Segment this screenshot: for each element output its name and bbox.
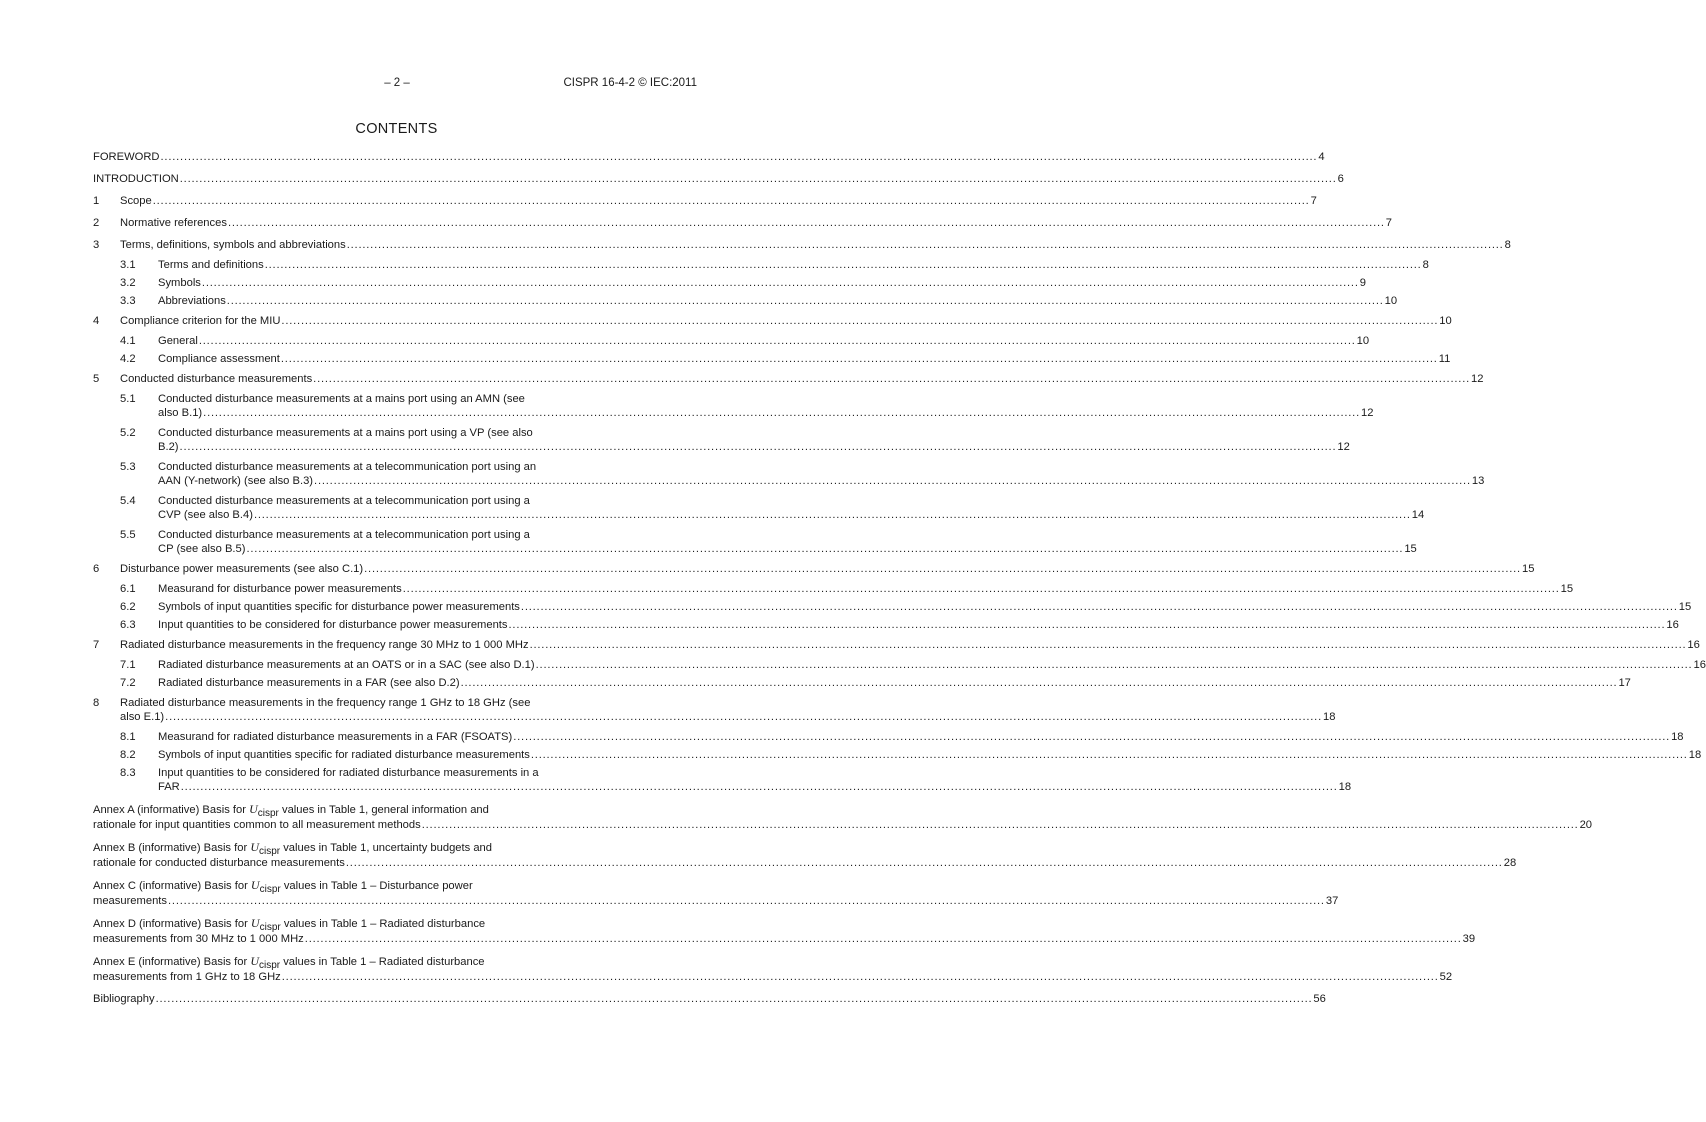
dot-leader — [203, 406, 1360, 420]
toc-entry-annex-a[interactable] — [93, 802, 1593, 832]
toc-page-number: 39 — [1462, 933, 1476, 945]
toc-entry-clause-4-2[interactable] — [93, 352, 1451, 366]
toc-entry-title: Radiated disturbance measurements in the frequency range 30 MHz to 1 000 MHz — [120, 639, 529, 651]
toc-entry-clause-5-1[interactable] — [93, 392, 1374, 420]
toc-entry-clause-7-1[interactable] — [93, 658, 1706, 672]
toc-clause-number: 6.2 — [120, 601, 136, 613]
toc-page-number: 12 — [1471, 373, 1484, 385]
toc-entry-title: Disturbance power measurements (see also C.1) — [120, 563, 364, 575]
toc-entry-title-line-2: CVP (see also B.4) — [158, 509, 253, 521]
toc-page-number: 56 — [1313, 993, 1326, 1005]
toc-entry-bibliography[interactable] — [93, 992, 1326, 1006]
dot-leader — [254, 508, 1411, 522]
toc-entry-title: Symbols of input quantities specific for radiated disturbance measurements — [158, 749, 530, 761]
toc-entry-title: Compliance assessment — [158, 353, 280, 365]
toc-clause-number: 8.1 — [120, 731, 136, 743]
dot-leader — [265, 258, 1422, 272]
toc-entry-title: Radiated disturbance measurements at an OATS or in a SAC (see also D.1) — [158, 659, 535, 671]
toc-entry-clause-8-3[interactable] — [93, 766, 1352, 794]
toc-entry-title-line-1: Annex B (informative) Basis for Ucispr values in Table 1, uncertainty budgets and — [93, 840, 492, 857]
toc-entry-title-line-2: CP (see also B.5) — [158, 543, 246, 555]
toc-entry-clause-3-1[interactable] — [93, 258, 1429, 272]
dot-leader — [513, 730, 1670, 744]
toc-page-number: 11 — [1438, 353, 1451, 365]
toc-entry-title: Normative references — [120, 217, 227, 229]
toc-entry-clause-8[interactable] — [93, 696, 1336, 724]
toc-entry-title-line-1: Conducted disturbance measurements at a telecommunication port using a — [158, 495, 530, 507]
toc-entry-clause-8-1[interactable] — [93, 730, 1684, 744]
toc-entry-title: Measurand for disturbance power measurements — [158, 583, 402, 595]
toc-clause-number: 5.1 — [120, 393, 136, 405]
toc-page-number: 4 — [1318, 151, 1325, 163]
toc-page-number: 10 — [1439, 315, 1452, 327]
dot-leader — [168, 894, 1325, 908]
dot-leader — [364, 562, 1521, 576]
toc-entry-clause-6-1[interactable] — [93, 582, 1574, 596]
toc-entry-title-line-2: measurements from 1 GHz to 18 GHz — [93, 971, 281, 983]
dot-leader — [422, 818, 1579, 832]
toc-page-number: 8 — [1504, 239, 1511, 251]
toc-clause-number: 3.1 — [120, 259, 136, 271]
toc-entry-clause-2[interactable] — [93, 216, 1393, 230]
toc-entry-title-line-1: Input quantities to be considered for radiated disturbance measurements in a — [158, 767, 539, 779]
toc-entry-clause-5[interactable] — [93, 372, 1484, 386]
toc-page-number: 16 — [1693, 659, 1706, 671]
dot-leader — [521, 600, 1678, 614]
toc-entry-clause-4[interactable] — [93, 314, 1452, 328]
dot-leader — [305, 932, 1462, 946]
toc-clause-number: 8.2 — [120, 749, 136, 761]
toc-entry-introduction[interactable] — [93, 172, 1344, 186]
toc-page-number: 12 — [1361, 407, 1374, 419]
toc-entry-title-line-2: measurements — [93, 895, 167, 907]
toc-clause-number: 5.4 — [120, 495, 136, 507]
dot-leader — [347, 238, 1504, 252]
dot-leader — [202, 276, 1359, 290]
toc-entry-annex-c[interactable] — [93, 878, 1339, 908]
toc-page-number: 52 — [1439, 971, 1453, 983]
toc-entry-title-line-1: Annex C (informative) Basis for Ucispr values in Table 1 – Disturbance power — [93, 878, 473, 895]
toc-entry-title-line-1: Annex E (informative) Basis for Ucispr values in Table 1 – Radiated disturbance — [93, 954, 485, 971]
toc-page-number: 12 — [1337, 441, 1350, 453]
toc-page-number: 17 — [1618, 677, 1631, 689]
toc-page-number: 18 — [1338, 781, 1352, 793]
toc-clause-number: 5 — [93, 373, 100, 385]
toc-page-number: 18 — [1688, 749, 1702, 761]
toc-entry-clause-1[interactable] — [93, 194, 1317, 208]
toc-entry-clause-5-2[interactable] — [93, 426, 1350, 454]
toc-entry-annex-d[interactable] — [93, 916, 1476, 946]
toc-clause-number: 4.2 — [120, 353, 136, 365]
toc-clause-number: 7 — [93, 639, 100, 651]
toc-entry-title-line-2: FAR — [158, 781, 180, 793]
toc-entry-title-line-1: Conducted disturbance measurements at a mains port using a VP (see also — [158, 427, 533, 439]
toc-clause-number: 3 — [93, 239, 100, 251]
dot-leader — [181, 780, 1338, 794]
toc-page-number: 6 — [1337, 173, 1344, 185]
toc-page-number: 28 — [1503, 857, 1517, 869]
page-title: CONTENTS — [355, 121, 438, 137]
dot-leader — [346, 856, 1503, 870]
toc-clause-number: 4 — [93, 315, 100, 327]
toc-entry-foreword[interactable] — [93, 150, 1325, 164]
toc-entry-clause-5-5[interactable] — [93, 528, 1417, 556]
toc-clause-number: 6.3 — [120, 619, 136, 631]
toc-page-number: 37 — [1325, 895, 1339, 907]
toc-entry-annex-e[interactable] — [93, 954, 1453, 984]
toc-clause-number: 5.2 — [120, 427, 136, 439]
toc-entry-title-line-2: AAN (Y-network) (see also B.3) — [158, 475, 314, 487]
toc-entry-clause-6-3[interactable] — [93, 618, 1679, 632]
toc-entry-clause-7-2[interactable] — [93, 676, 1631, 690]
toc-page-number: 15 — [1560, 583, 1574, 595]
toc-clause-number: 8 — [93, 697, 100, 709]
dot-leader — [228, 216, 1385, 230]
toc-entry-title: Radiated disturbance measurements in a FAR (see also D.2) — [158, 677, 460, 689]
dot-leader — [161, 150, 1318, 164]
toc-entry-annex-b[interactable] — [93, 840, 1517, 870]
toc-entry-clause-7[interactable] — [93, 638, 1700, 652]
toc-entry-title-line-1: Radiated disturbance measurements in the frequency range 1 GHz to 18 GHz (see — [120, 697, 531, 709]
toc-page-number: 7 — [1310, 195, 1317, 207]
toc-entry-title: Symbols of input quantities specific for disturbance power measurements — [158, 601, 520, 613]
dot-leader — [403, 582, 1560, 596]
toc-clause-number: 5.3 — [120, 461, 136, 473]
toc-entry-title-line-1: Conducted disturbance measurements at a mains port using an AMN (see — [158, 393, 525, 405]
toc-entry-title-line-2: also E.1) — [120, 711, 165, 723]
dot-leader — [281, 314, 1438, 328]
toc-entry-title-line-2: measurements from 30 MHz to 1 000 MHz — [93, 933, 304, 945]
toc-entry-title-line-2: rationale for conducted disturbance measurements — [93, 857, 345, 869]
toc-page-number: 16 — [1666, 619, 1679, 631]
toc-clause-number: 6 — [93, 563, 100, 575]
toc-entry-title: FOREWORD — [93, 151, 160, 163]
page-number: – 2 – — [384, 77, 410, 89]
toc-entry-title-line-1: Annex A (informative) Basis for Ucispr values in Table 1, general information and — [93, 802, 489, 819]
toc-clause-number: 7.2 — [120, 677, 136, 689]
toc-page-number: 9 — [1359, 277, 1366, 289]
toc-page-number: 16 — [1687, 639, 1700, 651]
toc-entry-clause-5-3[interactable] — [93, 460, 1485, 488]
toc-entry-title: Input quantities to be considered for disturbance power measurements — [158, 619, 508, 631]
dot-leader — [282, 970, 1439, 984]
toc-clause-number: 7.1 — [120, 659, 136, 671]
toc-entry-title: Scope — [120, 195, 152, 207]
toc-clause-number: 8.3 — [120, 767, 136, 779]
toc-entry-title: Compliance criterion for the MIU — [120, 315, 281, 327]
toc-entry-clause-5-4[interactable] — [93, 494, 1425, 522]
toc-entry-clause-8-2[interactable] — [93, 748, 1702, 762]
toc-page-number: 8 — [1422, 259, 1429, 271]
document-reference: CISPR 16-4-2 © IEC:2011 — [563, 77, 697, 89]
dot-leader — [281, 352, 1438, 366]
toc-entry-title: INTRODUCTION — [93, 173, 179, 185]
toc-clause-number: 2 — [93, 217, 100, 229]
toc-entry-title: Terms, definitions, symbols and abbreviations — [120, 239, 346, 251]
toc-page-number: 13 — [1471, 475, 1485, 487]
toc-entry-clause-6-2[interactable] — [93, 600, 1692, 614]
toc-entry-title-line-2: also B.1) — [158, 407, 203, 419]
toc-entry-title-line-1: Conducted disturbance measurements at a telecommunication port using an — [158, 461, 537, 473]
toc-entry-title-line-1: Annex D (informative) Basis for Ucispr values in Table 1 – Radiated disturbance — [93, 916, 486, 933]
toc-entry-title: Terms and definitions — [158, 259, 264, 271]
toc-clause-number: 3.3 — [120, 295, 136, 307]
dot-leader — [461, 676, 1618, 690]
toc-page-number: 7 — [1385, 217, 1393, 229]
dot-leader — [165, 710, 1322, 724]
dot-leader — [313, 372, 1470, 386]
dot-leader — [314, 474, 1471, 488]
toc-page-number: 14 — [1411, 509, 1425, 521]
dot-leader — [156, 992, 1313, 1006]
toc-entry-title: Measurand for radiated disturbance measurements in a FAR (FSOATS) — [158, 731, 513, 743]
toc-entry-title: Conducted disturbance measurements — [120, 373, 313, 385]
toc-page-number: 15 — [1678, 601, 1692, 613]
toc-page-number: 20 — [1579, 819, 1593, 831]
table-of-contents — [93, 150, 1706, 1006]
toc-page-number: 10 — [1356, 335, 1370, 347]
toc-entry-title: General — [158, 335, 198, 347]
dot-leader — [536, 658, 1693, 672]
toc-entry-clause-6[interactable] — [93, 562, 1535, 576]
dot-leader — [199, 334, 1356, 348]
toc-page-number: 15 — [1521, 563, 1535, 575]
toc-clause-number: 5.5 — [120, 529, 136, 541]
toc-entry-clause-3[interactable] — [93, 238, 1511, 252]
toc-entry-clause-3-3[interactable] — [93, 294, 1398, 308]
toc-entry-title-line-1: Conducted disturbance measurements at a telecommunication port using a — [158, 529, 530, 541]
toc-entry-title-line-2: B.2) — [158, 441, 179, 453]
toc-page-number: 10 — [1384, 295, 1398, 307]
toc-entry-clause-4-1[interactable] — [93, 334, 1370, 348]
dot-leader — [530, 638, 1687, 652]
toc-entry-clause-3-2[interactable] — [93, 276, 1366, 290]
dot-leader — [246, 542, 1403, 556]
dot-leader — [180, 172, 1337, 186]
toc-entry-title-line-2: rationale for input quantities common to all measurement methods — [93, 819, 421, 831]
dot-leader — [180, 440, 1337, 454]
toc-page-number: 18 — [1323, 711, 1336, 723]
toc-entry-title: Abbreviations — [158, 295, 226, 307]
dot-leader — [227, 294, 1384, 308]
dot-leader — [531, 748, 1688, 762]
toc-clause-number: 4.1 — [120, 335, 136, 347]
dot-leader — [509, 618, 1666, 632]
toc-entry-title: Symbols — [158, 277, 201, 289]
toc-clause-number: 1 — [93, 195, 100, 207]
toc-clause-number: 3.2 — [120, 277, 136, 289]
dot-leader — [153, 194, 1310, 208]
toc-clause-number: 6.1 — [120, 583, 136, 595]
toc-page-number: 15 — [1404, 543, 1417, 555]
toc-entry-title: Bibliography — [93, 993, 155, 1005]
toc-page-number: 18 — [1671, 731, 1684, 743]
